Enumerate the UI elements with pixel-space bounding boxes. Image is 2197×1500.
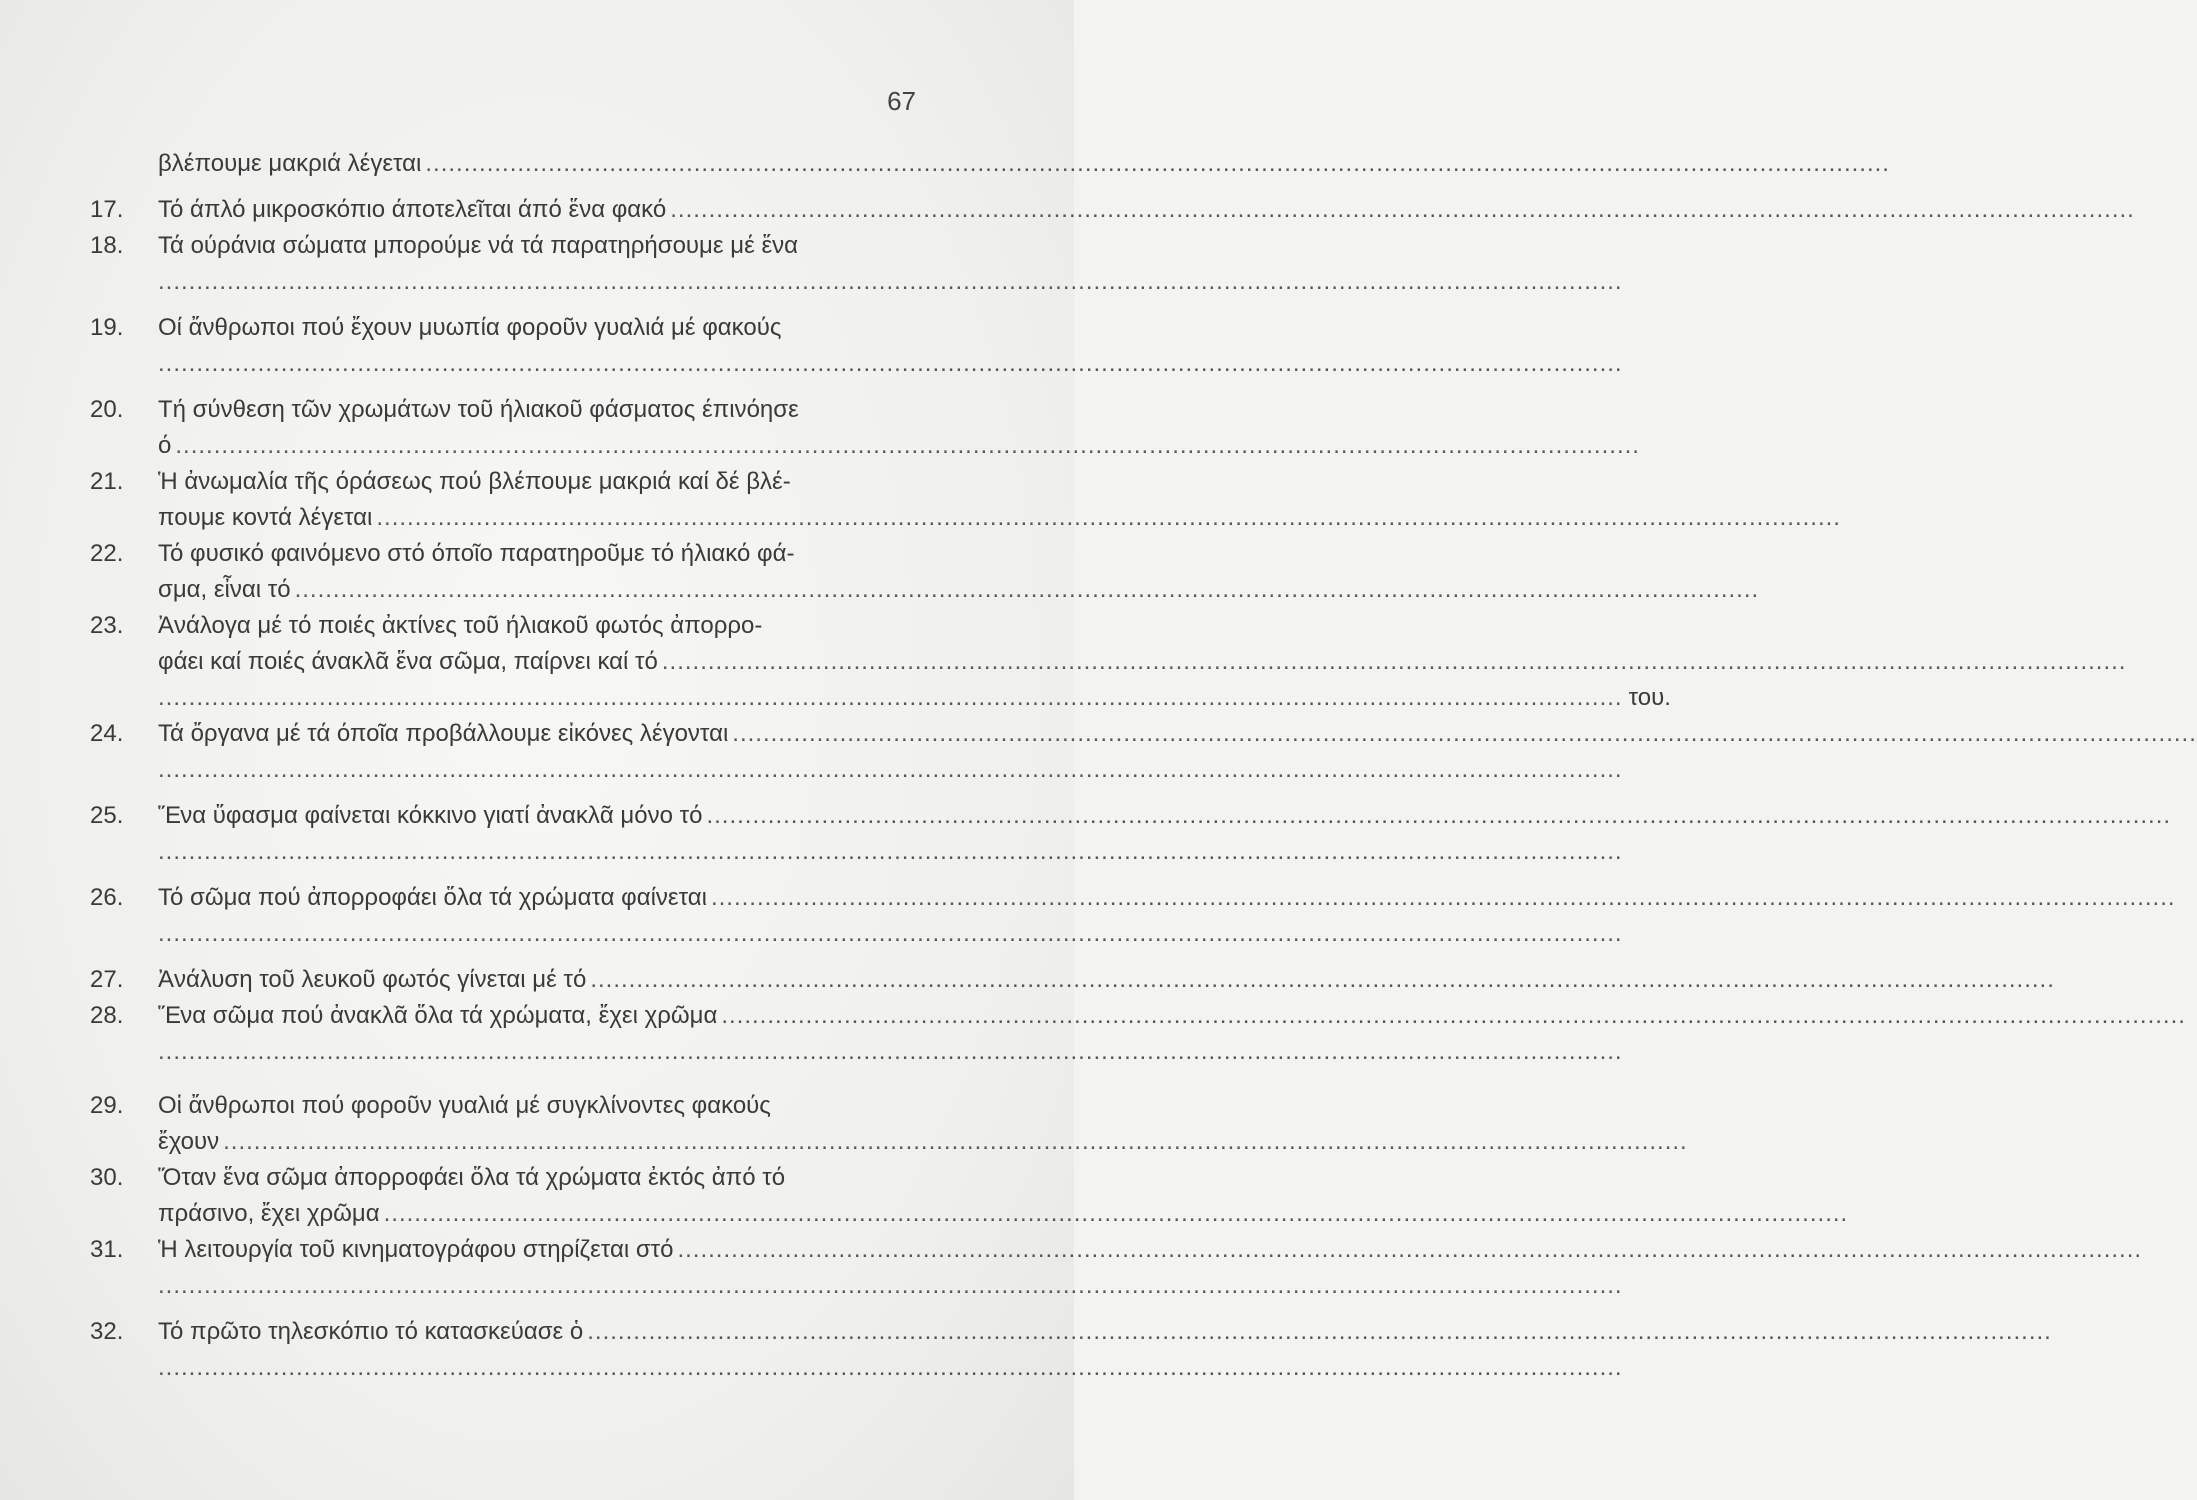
list-item bbox=[90, 716, 2197, 788]
blank-dots: ............................................................................................................................................................................................... bbox=[383, 1200, 1849, 1227]
list-item bbox=[90, 464, 1841, 536]
blank-dots: ............................................................................................................................................................................................... bbox=[158, 350, 1623, 377]
item-text: σμα, εἶναι τό bbox=[158, 576, 291, 603]
item-number: 22. bbox=[90, 540, 124, 567]
item-text: Τό άπλό μικροσκόπιο άποτελεῖται άπό ἕνα φακό bbox=[158, 196, 667, 223]
item-text: Τά ούράνια σώματα μπορούμε νά τά παρατηρήσουμε μέ ἕνα bbox=[158, 232, 799, 259]
item-text: Ἕνα σῶμα πού ἀνακλᾶ ὅλα τά χρώματα, ἔχει χρῶμα bbox=[158, 1002, 718, 1029]
item-number: 32. bbox=[90, 1318, 124, 1345]
item-number: 28. bbox=[90, 1002, 124, 1029]
item-text: Τό πρῶτο τηλεσκόπιο τό κατασκεύασε ὁ bbox=[158, 1318, 584, 1345]
list-item bbox=[90, 962, 2055, 998]
list-item bbox=[90, 1160, 1849, 1232]
item-text: του. bbox=[1628, 684, 1671, 711]
blank-dots: ............................................................................................................................................................................................... bbox=[158, 268, 1623, 295]
item-text: ό bbox=[158, 432, 172, 459]
item-text: Ὅταν ἕνα σῶμα ἀπορροφάει ὅλα τά χρώματα ἐκτός ἀπό τό bbox=[158, 1164, 786, 1191]
blank-dots: ............................................................................................................................................................................................... bbox=[677, 1236, 2143, 1263]
item-text: Τή σύνθεση τῶν χρωμάτων τοῦ ήλιακοῦ φάσματος έπινόησε bbox=[158, 396, 799, 423]
item-text: Τό σῶμα πού ἀπορροφάει ὅλα τά χρώματα φαίνεται bbox=[158, 884, 707, 911]
item-text: Ἡ ἀνωμαλία τῆς όράσεως πού βλέπουμε μακριά καί δέ βλέ- bbox=[158, 468, 791, 495]
item-number: 26. bbox=[90, 884, 124, 911]
item-number: 23. bbox=[90, 612, 124, 639]
item-text: Τά ὄργανα μέ τά όποῖα προβάλλουμε εἰκόνες λέγονται bbox=[158, 720, 729, 747]
item-number: 30. bbox=[90, 1164, 124, 1191]
item-number: 18. bbox=[90, 232, 124, 259]
blank-dots: ............................................................................................................................................................................................... bbox=[158, 1272, 1623, 1299]
item-text: πουμε κοντά λέγεται bbox=[158, 504, 373, 531]
blank-dots: ............................................................................................................................................................................................... bbox=[376, 504, 1841, 531]
blank-dots: ............................................................................................................................................................................................... bbox=[670, 196, 2135, 223]
item-text: Τό φυσικό φαινόμενο στό όποῖο παρατηροῦμε τό ήλιακό φά- bbox=[158, 540, 795, 567]
blank-dots: ............................................................................................................................................................................................... bbox=[158, 838, 1623, 865]
item-text: πράσινο, ἔχει χρῶμα bbox=[158, 1200, 380, 1227]
list-item bbox=[90, 1088, 1688, 1160]
item-text: Οί ἄνθρωποι πού ἔχουν μυωπία φοροῦν γυαλιά μέ φακούς bbox=[158, 314, 782, 341]
list-item bbox=[90, 392, 1640, 464]
item-number: 24. bbox=[90, 720, 124, 747]
item-text: Ἀνάλογα μέ τό ποιές ἀκτίνες τοῦ ήλιακοῦ φωτός ἀπορρο- bbox=[158, 612, 763, 639]
blank-dots: ............................................................................................................................................................................................... bbox=[732, 720, 2197, 747]
list-item bbox=[90, 880, 2176, 952]
blank-dots: ............................................................................................................................................................................................... bbox=[721, 1002, 2186, 1029]
list-item bbox=[90, 998, 2186, 1070]
blank-dots: ............................................................................................................................................................................................... bbox=[158, 1354, 1623, 1381]
list-item bbox=[90, 146, 1890, 182]
item-number: 31. bbox=[90, 1236, 124, 1263]
item-number: 29. bbox=[90, 1092, 124, 1119]
item-text: Ἕνα ὕφασμα φαίνεται κόκκινο γιατί ἀνακλᾶ μόνο τό bbox=[158, 802, 703, 829]
list-item bbox=[90, 192, 2135, 228]
item-text: φάει καί ποιές άνακλᾶ ἕνα σῶμα, παίρνει καί τό bbox=[158, 648, 658, 675]
list-item bbox=[90, 310, 1623, 382]
item-text: Ἀνάλυση τοῦ λευκοῦ φωτός γίνεται μέ τό bbox=[158, 966, 587, 993]
blank-dots: ............................................................................................................................................................................................... bbox=[710, 884, 2176, 911]
item-text: Οἱ ἄνθρωποι πού φοροῦν γυαλιά μέ συγκλίνοντες φακούς bbox=[158, 1092, 771, 1119]
item-number: 17. bbox=[90, 196, 124, 223]
item-number: 21. bbox=[90, 468, 124, 495]
list-item bbox=[90, 798, 2172, 870]
list-item bbox=[90, 536, 1760, 608]
blank-dots: ............................................................................................................................................................................................... bbox=[223, 1128, 1688, 1155]
item-text: βλέπουμε μακριά λέγεται bbox=[158, 150, 422, 177]
blank-dots: ............................................................................................................................................................................................... bbox=[425, 150, 1890, 177]
item-number: 19. bbox=[90, 314, 124, 341]
blank-dots: ............................................................................................................................................................................................... bbox=[294, 576, 1760, 603]
list-item bbox=[90, 1314, 2052, 1386]
blank-dots: ............................................................................................................................................................................................... bbox=[158, 684, 1623, 711]
item-number: 25. bbox=[90, 802, 124, 829]
list-item bbox=[90, 608, 2127, 716]
blank-dots: ............................................................................................................................................................................................... bbox=[158, 1038, 1623, 1065]
blank-dots: ............................................................................................................................................................................................... bbox=[706, 802, 2172, 829]
item-number: 27. bbox=[90, 966, 124, 993]
blank-dots: ............................................................................................................................................................................................... bbox=[158, 756, 1623, 783]
item-number: 20. bbox=[90, 396, 124, 423]
blank-dots: ............................................................................................................................................................................................... bbox=[158, 920, 1623, 947]
list-item bbox=[90, 228, 1623, 300]
question-list bbox=[90, 146, 2197, 1386]
blank-dots: ............................................................................................................................................................................................... bbox=[587, 1318, 2052, 1345]
item-text: Ἡ λειτουργία τοῦ κινηματογράφου στηρίζεται στό bbox=[158, 1236, 674, 1263]
item-text: ἔχουν bbox=[158, 1128, 220, 1155]
blank-dots: ............................................................................................................................................................................................... bbox=[175, 432, 1640, 459]
blank-dots: ............................................................................................................................................................................................... bbox=[590, 966, 2055, 993]
page-number: 67 bbox=[887, 86, 916, 116]
list-item bbox=[90, 1232, 2143, 1304]
blank-dots: ............................................................................................................................................................................................... bbox=[661, 648, 2127, 675]
